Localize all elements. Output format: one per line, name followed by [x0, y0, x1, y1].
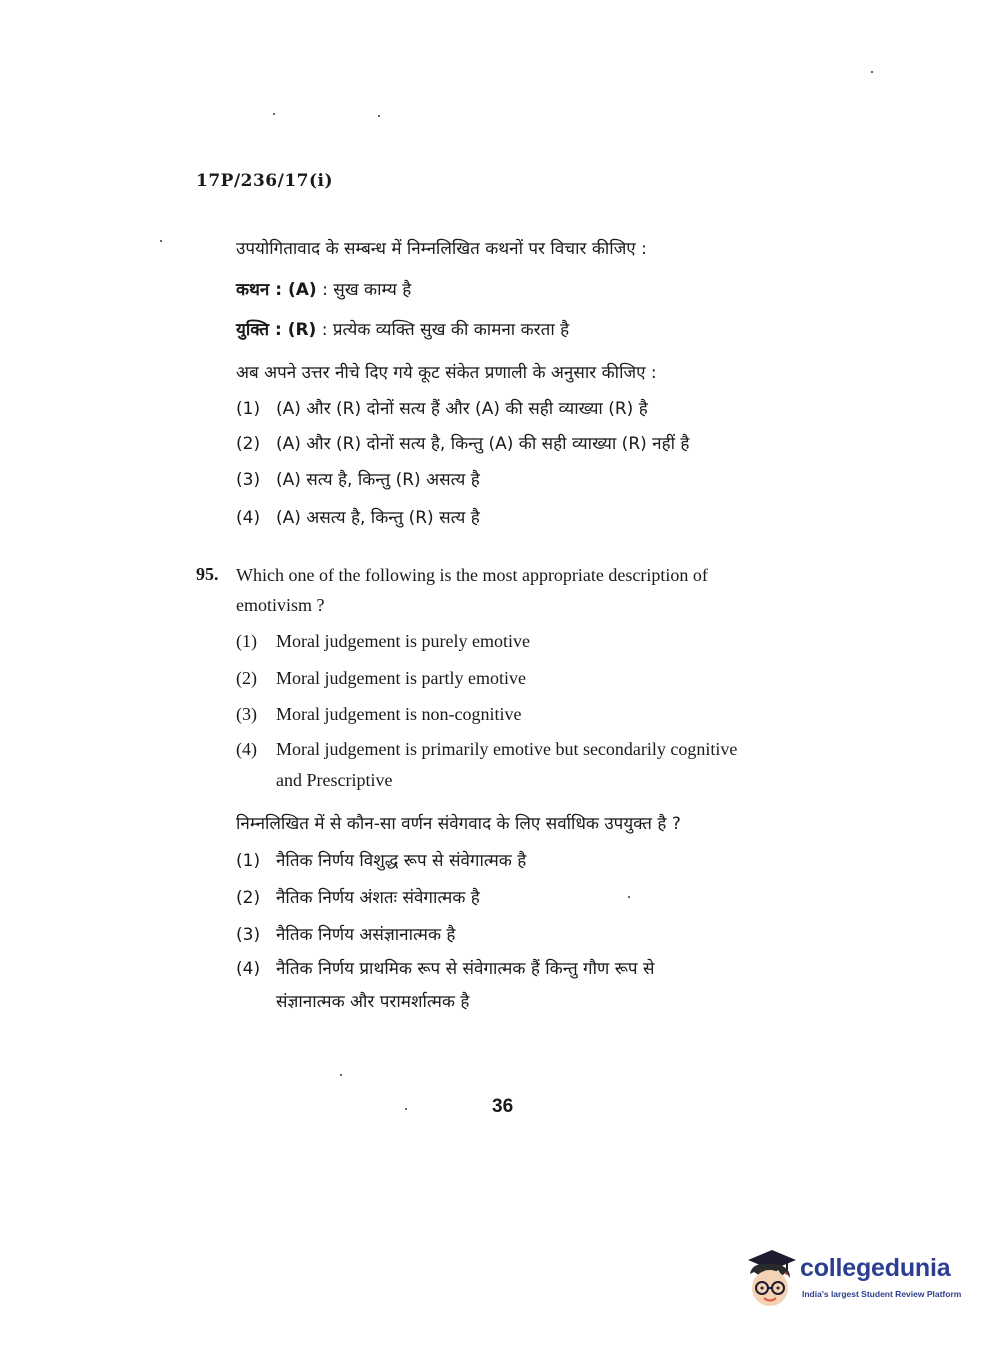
q95-option-1 [236, 630, 530, 652]
option-text: नैतिक निर्णय अंशतः संवेगात्मक है [276, 888, 480, 908]
q94-hindi-option-2 [236, 433, 689, 455]
page-number: 36 [492, 1096, 514, 1117]
scan-speck [871, 71, 873, 73]
reason-text: : प्रत्येक व्यक्ति सुख की कामना करता है [321, 320, 570, 340]
scan-speck [628, 896, 630, 898]
q94-code-instruction: अब अपने उत्तर नीचे दिए गये कूट संकेत प्रणाली के अनुसार कीजिए : [236, 363, 657, 383]
logo-tagline: India's largest Student Review Platform [802, 1289, 962, 1299]
option-number: (4) [236, 959, 261, 979]
q95-option-4-continued: and Prescriptive [276, 770, 393, 790]
q94-hindi-option-4 [236, 507, 480, 529]
scan-speck [340, 1074, 342, 1076]
q94-reason [236, 319, 569, 341]
option-number: (2) [236, 888, 261, 908]
q95-hindi-question: निम्नलिखित में से कौन-सा वर्णन संवेगवाद के लिए सर्वाधिक उपयुक्त है ? [236, 814, 681, 834]
q95-option-4 [236, 738, 737, 760]
option-number: (2) [236, 434, 261, 454]
collegedunia-logo [742, 1248, 972, 1312]
option-number: (4) [236, 739, 257, 759]
option-text: नैतिक निर्णय प्राथमिक रूप से संवेगात्मक हैं किन्तु गौण रूप से [276, 959, 655, 979]
option-text: (A) और (R) दोनों सत्य है, किन्तु (A) की सही व्याख्या (R) नहीं है [276, 434, 690, 454]
question-number: 95. [196, 564, 219, 584]
q95-hindi-option-4-continued: संज्ञानात्मक और परामर्शात्मक है [276, 992, 470, 1012]
q94-hindi-option-1 [236, 398, 648, 420]
q95-hindi-option-4 [236, 958, 654, 980]
scan-speck [378, 115, 380, 117]
assertion-text: : सुख काम्य है [322, 280, 412, 300]
option-number: (2) [236, 668, 257, 688]
option-text: नैतिक निर्णय असंज्ञानात्मक है [276, 925, 456, 945]
option-number: (3) [236, 704, 257, 724]
scan-speck [160, 240, 162, 242]
q95-option-2 [236, 667, 526, 689]
q94-assertion [236, 279, 411, 301]
q95-option-3 [236, 703, 521, 725]
option-number: (1) [236, 631, 257, 651]
option-text: (A) और (R) दोनों सत्य हैं और (A) की सही व्याख्या (R) है [276, 399, 648, 419]
option-text: Moral judgement is purely emotive [276, 631, 530, 651]
option-text: Moral judgement is non-cognitive [276, 704, 522, 724]
q95-question-line1: Which one of the following is the most appropriate description of [236, 565, 708, 585]
option-number: (1) [236, 851, 261, 871]
reason-label: युक्ति : (R) [236, 320, 317, 340]
option-number: (3) [236, 470, 261, 490]
q95-question-line2: emotivism ? [236, 595, 325, 615]
q94-hindi-option-3 [236, 469, 480, 491]
option-number: (4) [236, 508, 261, 528]
mascot-icon [742, 1248, 800, 1312]
logo-name: collegedunia [800, 1254, 951, 1282]
scan-speck [273, 113, 275, 115]
option-text: (A) सत्य है, किन्तु (R) असत्य है [276, 470, 480, 490]
assertion-label: कथन : (A) [236, 280, 317, 300]
option-text: Moral judgement is partly emotive [276, 668, 526, 688]
option-text: Moral judgement is primarily emotive but secondarily cognitive [276, 739, 738, 759]
option-number: (3) [236, 925, 261, 945]
paper-code: 17P/236/17(i) [196, 171, 334, 191]
q95-hindi-option-1 [236, 850, 526, 872]
q94-hindi-instruction: उपयोगितावाद के सम्बन्ध में निम्नलिखित कथनों पर विचार कीजिए : [236, 239, 647, 259]
q95-hindi-option-2 [236, 887, 480, 909]
q95-hindi-option-3 [236, 924, 455, 946]
option-text: नैतिक निर्णय विशुद्ध रूप से संवेगात्मक है [276, 851, 527, 871]
option-text: (A) असत्य है, किन्तु (R) सत्य है [276, 508, 480, 528]
scan-speck [405, 1108, 407, 1110]
option-number: (1) [236, 399, 261, 419]
